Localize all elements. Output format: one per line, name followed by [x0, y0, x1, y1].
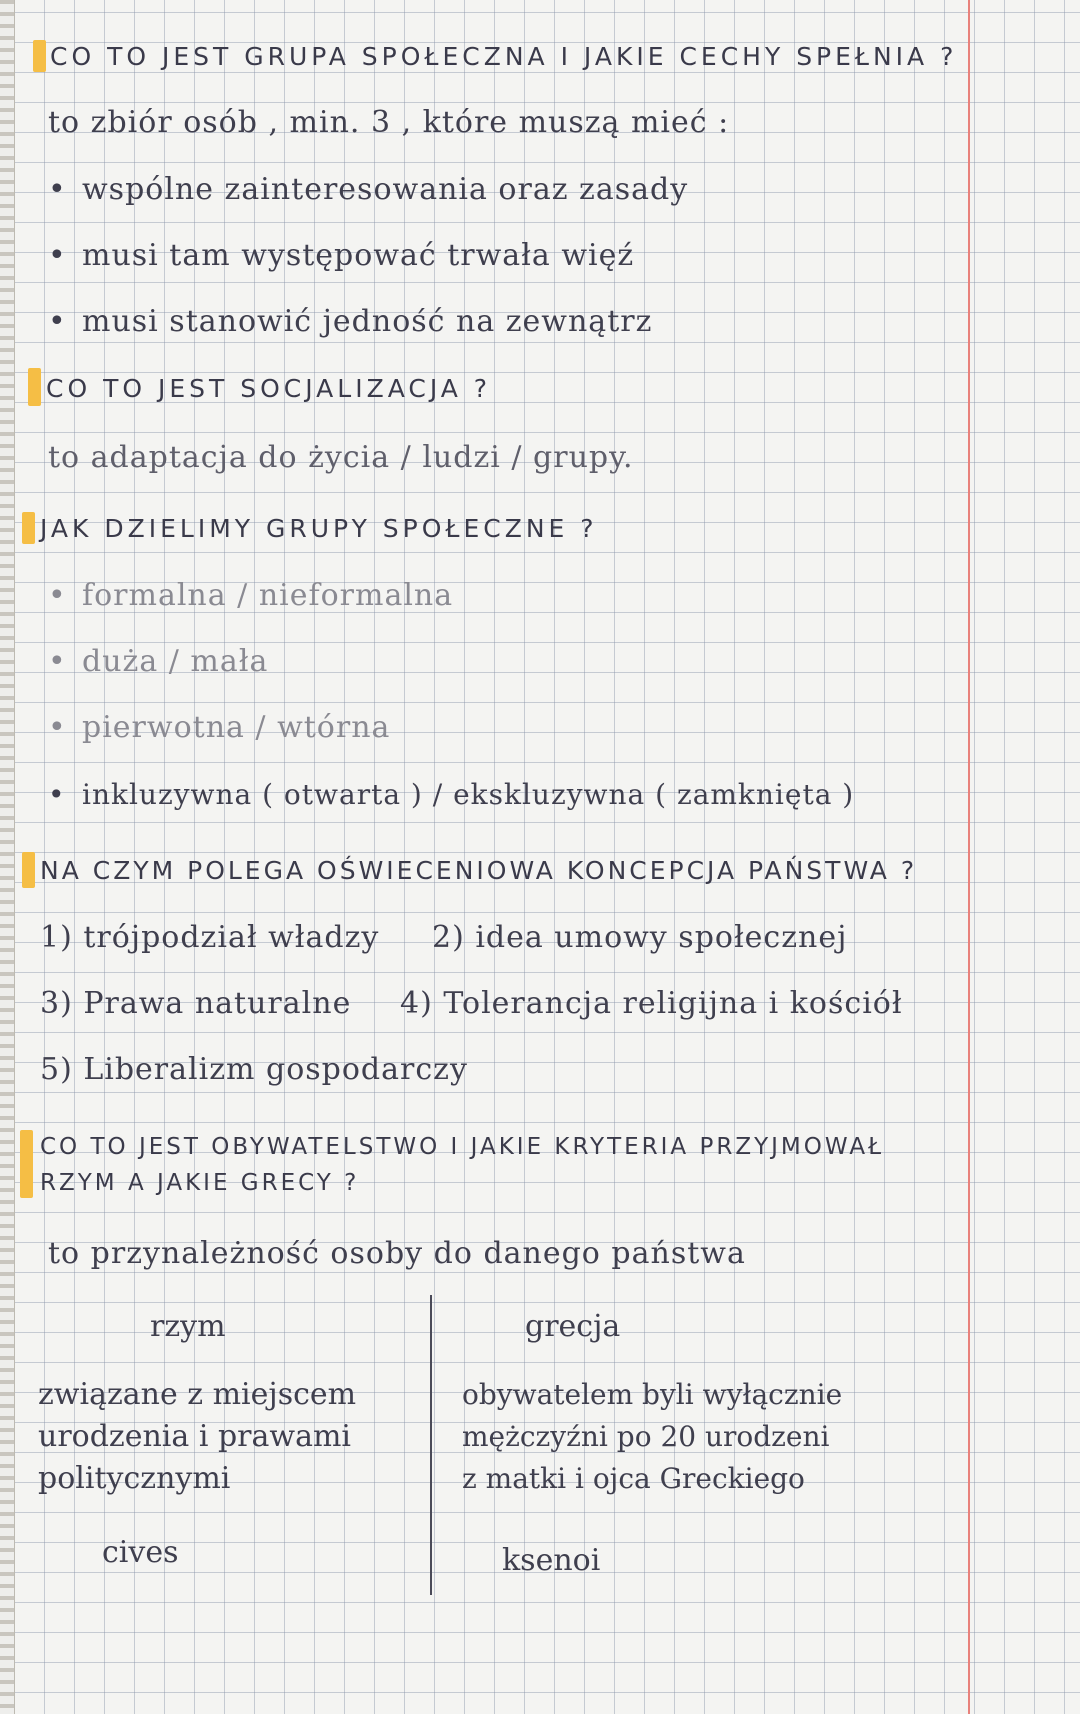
list-item: 4) Tolerancja religijna i kościół: [400, 986, 903, 1021]
social-group-definition: to zbiór osób , min. 3 , które muszą mieć :: [48, 105, 730, 140]
greece-description: [462, 1374, 842, 1500]
socialization-definition: to adaptacja do życia / ludzi / grupy.: [48, 440, 634, 475]
highlight-marker: [22, 512, 35, 544]
heading-group-division: JAK DZIELIMY GRUPY SPOŁECZNE ?: [40, 514, 598, 543]
rome-line: związane z miejscem: [38, 1377, 357, 1412]
rome-title: rzym: [150, 1309, 226, 1344]
red-margin-line: [968, 0, 970, 1714]
greece-line: z matki i ojca Greckiego: [462, 1462, 805, 1495]
rome-line: politycznymi: [38, 1461, 231, 1496]
list-item: • wspólne zainteresowania oraz zasady: [48, 172, 689, 207]
greece-line: obywatelem byli wyłącznie: [462, 1378, 843, 1411]
list-item: • musi stanowić jedność na zewnątrz: [48, 304, 653, 339]
rome-term: cives: [102, 1535, 179, 1570]
list-item: • musi tam występować trwała więź: [48, 238, 635, 273]
rome-line: urodzenia i prawami: [38, 1419, 351, 1454]
heading-socialization: CO TO JEST SOCJALIZACJA ?: [46, 374, 492, 403]
greece-term: ksenoi: [502, 1543, 601, 1578]
citizenship-definition: to przynależność osoby do danego państwa: [48, 1236, 746, 1271]
greece-line: mężczyźni po 20 urodzeni: [462, 1420, 830, 1453]
highlight-marker: [33, 40, 46, 72]
heading-social-group: CO TO JEST GRUPA SPOŁECZNA I JAKIE CECHY SPEŁNIA ?: [50, 42, 958, 71]
list-item: 2) idea umowy społecznej: [432, 920, 848, 955]
highlight-marker: [22, 852, 35, 888]
heading-citizenship: CO TO JEST OBYWATELSTWO I JAKIE KRYTERIA PRZYJMOWAŁ: [40, 1134, 884, 1160]
greece-title: grecja: [525, 1309, 621, 1344]
list-item: • pierwotna / wtórna: [48, 710, 391, 745]
list-item: • formalna / nieformalna: [48, 578, 454, 613]
notebook-spiral-edge: [0, 0, 15, 1714]
highlight-marker: [28, 368, 41, 406]
heading-citizenship-line2: RZYM A JAKIE GRECY ?: [40, 1170, 360, 1196]
heading-enlightenment-state: NA CZYM POLEGA OŚWIECENIOWA KONCEPCJA PAŃSTWA ?: [40, 856, 918, 885]
list-item: • inkluzywna ( otwarta ) / ekskluzywna ( zamknięta ): [48, 778, 855, 811]
list-item: • duża / mała: [48, 644, 269, 679]
column-divider: [430, 1295, 432, 1595]
rome-description: [38, 1374, 356, 1500]
list-item: 5) Liberalizm gospodarczy: [40, 1052, 468, 1087]
list-item: 3) Prawa naturalne: [40, 986, 352, 1021]
highlight-marker: [20, 1130, 33, 1198]
list-item: 1) trójpodział władzy: [40, 920, 380, 955]
